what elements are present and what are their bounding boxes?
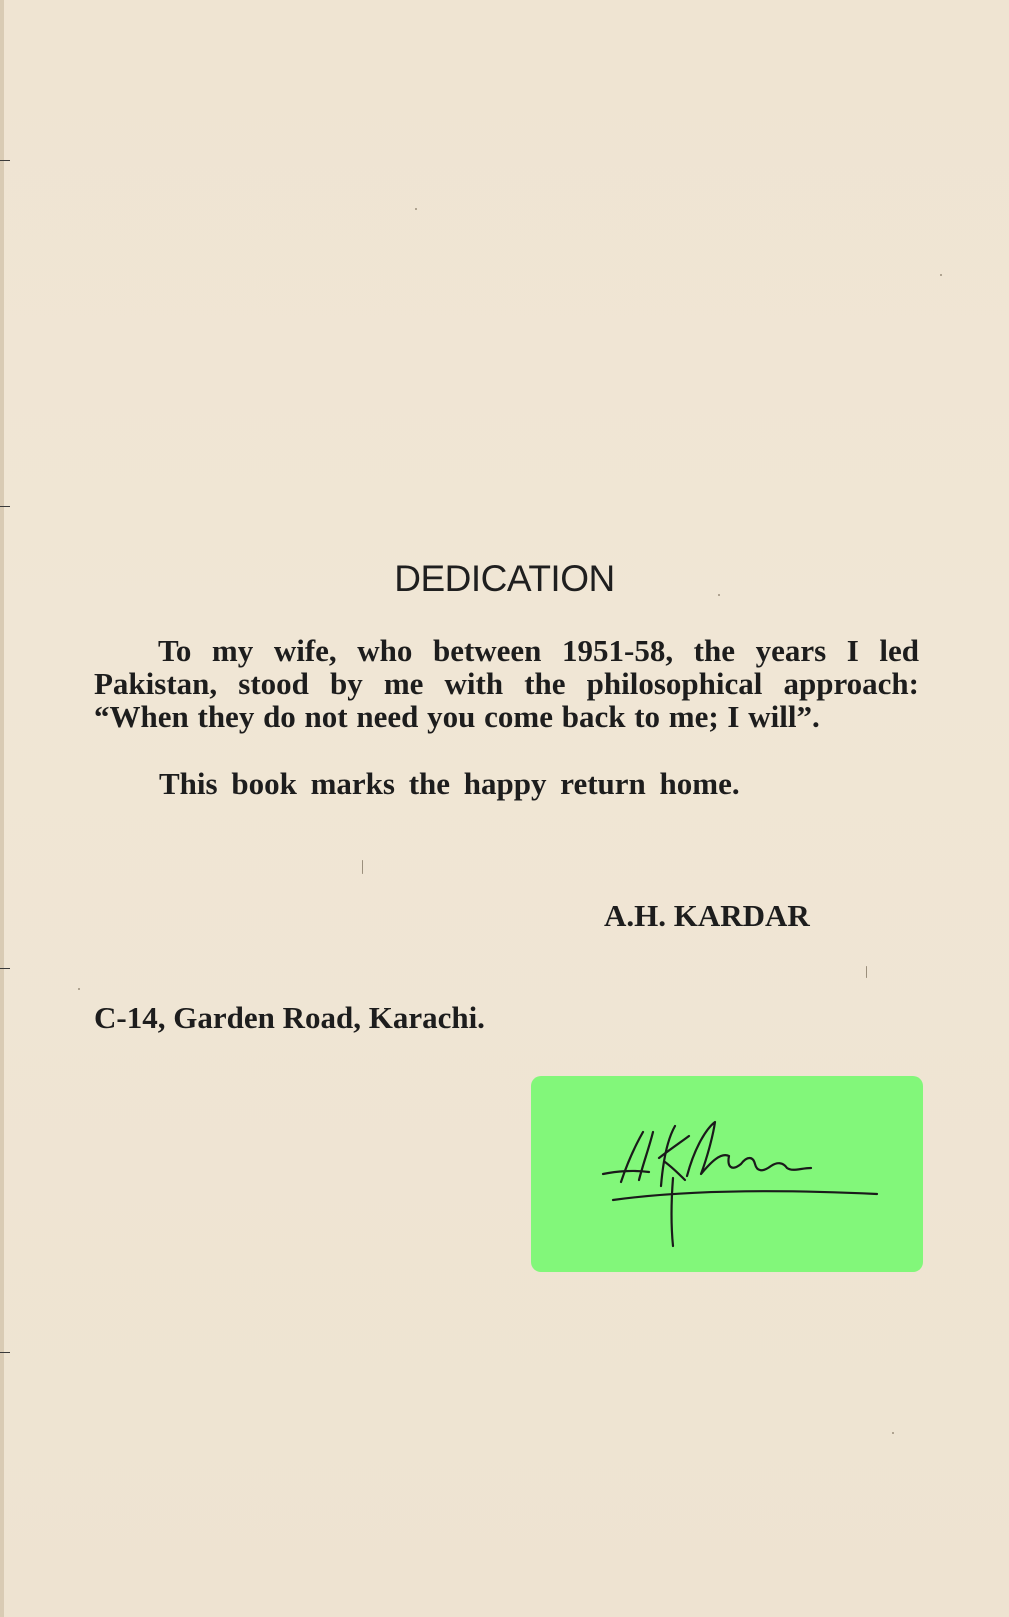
paper-speck	[866, 966, 867, 978]
binding-mark	[0, 160, 10, 161]
paper-speck	[415, 208, 417, 210]
dedication-line: “When they do not need you come back to me; I will”.	[94, 699, 820, 734]
binding-mark	[0, 506, 10, 507]
page-binding-edge	[0, 0, 4, 1617]
paper-speck	[892, 1432, 894, 1434]
closing-line: This book marks the happy return home.	[159, 766, 740, 801]
binding-mark	[0, 1352, 10, 1353]
dedication-paragraph	[94, 634, 919, 733]
paper-speck	[362, 860, 363, 874]
signature-card	[531, 1076, 923, 1272]
dedication-line: To my wife, who between 1951-58, the years I led	[158, 633, 919, 668]
handwritten-signature-icon	[531, 1076, 923, 1272]
paper-speck	[78, 988, 80, 990]
dedication-line: Pakistan, stood by me with the philosophical approach:	[94, 666, 919, 701]
author-address: C-14, Garden Road, Karachi.	[94, 1000, 485, 1035]
paper-speck	[940, 274, 942, 276]
binding-mark	[0, 968, 10, 969]
author-name: A.H. KARDAR	[604, 898, 810, 933]
dedication-heading: DEDICATION	[394, 558, 615, 599]
